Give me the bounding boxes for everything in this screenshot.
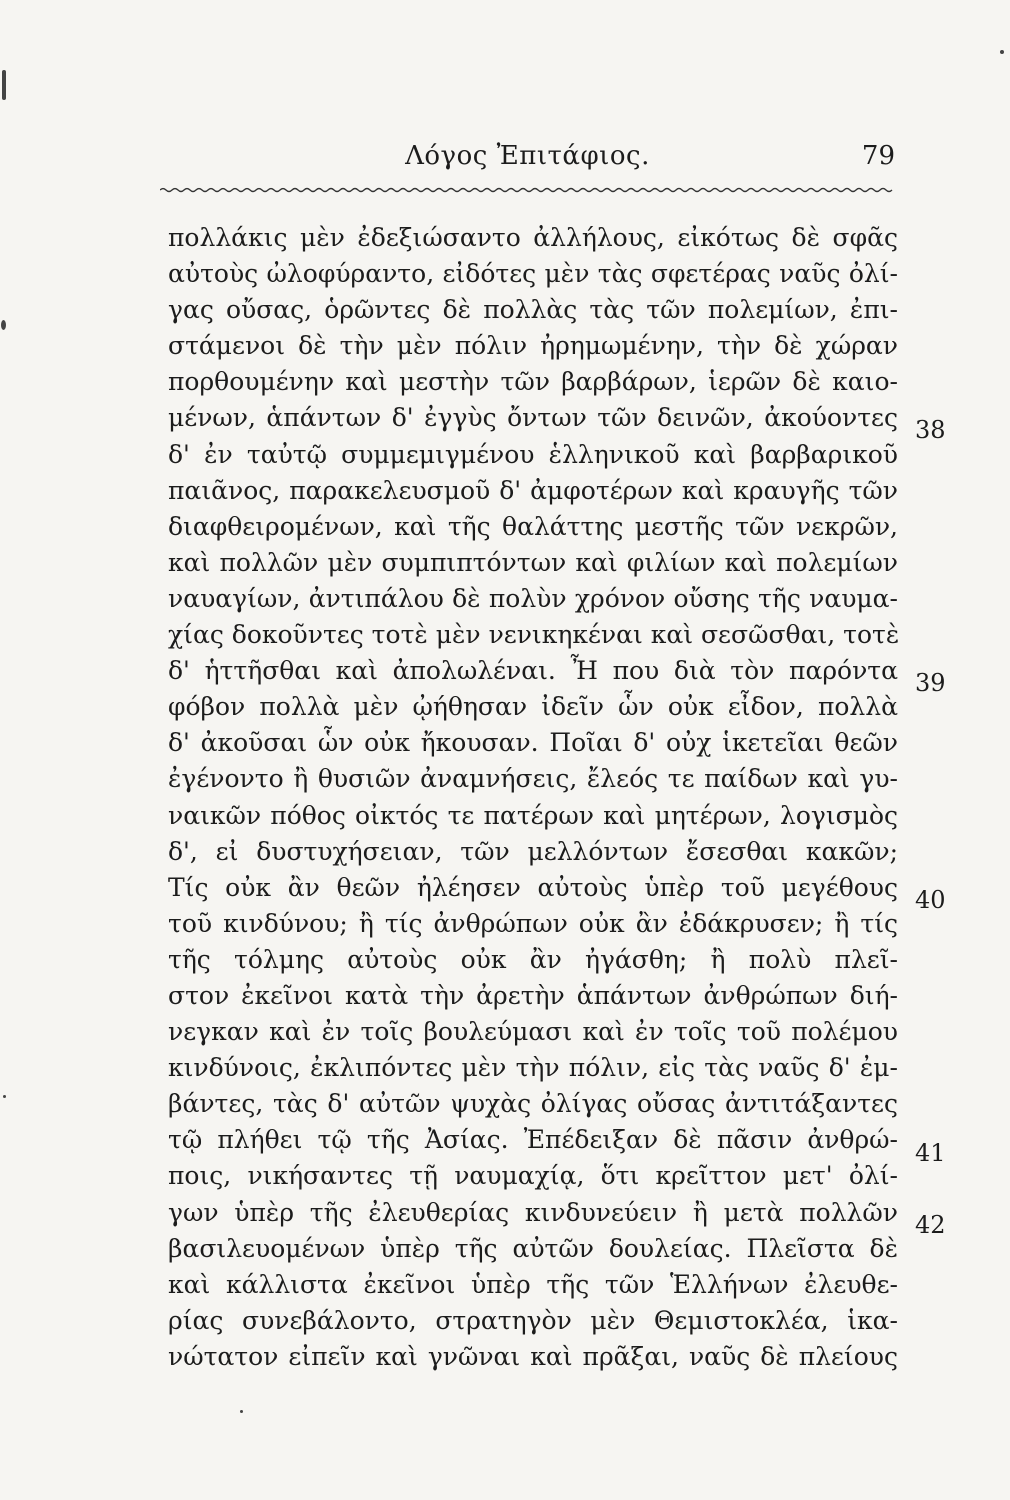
text-line: τοῦ κινδύνου; ἢ τίς ἀνθρώπων οὐκ ἂν ἐδάκρυσεν; ἢ τίς xyxy=(168,908,898,938)
scan-mark xyxy=(3,1095,6,1098)
text-line: παιᾶνος, παρακελευσμοῦ δ' ἀμφοτέρων καὶ κραυγῆς τῶν xyxy=(168,475,898,505)
text-line: διαφθειρομένων, καὶ τῆς θαλάττης μεστῆς τῶν νεκρῶν, xyxy=(168,511,898,541)
text-line: ναικῶν πόθος οἰκτός τε πατέρων καὶ μητέρων, λογισμὸς xyxy=(168,800,898,830)
text-line: γας οὔσας, ὁρῶντες δὲ πολλὰς τὰς τῶν πολεμίων, ἐπι- xyxy=(168,295,898,325)
text-line: Τίς οὐκ ἂν θεῶν ἠλέησεν αὐτοὺς ὑπὲρ τοῦ μεγέθους xyxy=(168,872,898,902)
ornamental-rule xyxy=(160,186,895,194)
scan-mark xyxy=(1,320,6,330)
text-line: πολλάκις μὲν ἐδεξιώσαντο ἀλλήλους, εἰκότως δὲ σφᾶς xyxy=(168,223,898,252)
scan-mark xyxy=(240,1410,243,1413)
text-line: κινδύνοις, ἐκλιπόντες μὲν τὴν πόλιν, εἰς τὰς ναῦς δ' ἐμ- xyxy=(168,1053,898,1083)
section-number: 42 xyxy=(915,1211,946,1239)
text-line: καὶ κάλλιστα ἐκεῖνοι ὑπὲρ τῆς τῶν Ἑλλήνων ἐλευθε- xyxy=(168,1269,898,1299)
text-line: βάντες, τὰς δ' αὐτῶν ψυχὰς ὀλίγας οὔσας ἀντιτάξαντες xyxy=(168,1089,898,1119)
text-line: δ' ἀκοῦσαι ὧν οὐκ ἤκουσαν. Ποῖαι δ' οὐχ ἱκετεῖαι θεῶν xyxy=(168,728,898,758)
running-title: Λόγος Ἐπιτάφιος. xyxy=(405,141,650,171)
text-line: πορθουμένην καὶ μεστὴν τῶν βαρβάρων, ἱερῶν δὲ καιο- xyxy=(168,367,898,397)
text-line: στον ἐκεῖνοι κατὰ τὴν ἀρετὴν ἁπάντων ἀνθρώπων διή- xyxy=(168,980,898,1010)
text-line: ποις, νικήσαντες τῇ ναυμαχίᾳ, ὅτι κρεῖττον μετ' ὀλί- xyxy=(168,1161,898,1191)
text-line: χίας δοκοῦντες τοτὲ μὲν νενικηκέναι καὶ σεσῶσθαι, τοτὲ xyxy=(168,620,900,650)
text-line: γων ὑπὲρ τῆς ἐλευθερίας κινδυνεύειν ἢ μετὰ πολλῶν xyxy=(168,1197,898,1227)
text-line: νεγκαν καὶ ἐν τοῖς βουλεύμασι καὶ ἐν τοῖς τοῦ πολέμου xyxy=(168,1017,898,1047)
text-line: μένων, ἁπάντων δ' ἐγγὺς ὄντων τῶν δεινῶν, ἀκούοντες xyxy=(168,403,898,433)
text-line: νώτατον εἰπεῖν καὶ γνῶναι καὶ πρᾶξαι, ναῦς δὲ πλείους xyxy=(168,1341,898,1371)
text-line: δ' ἡττῆσθαι καὶ ἀπολωλέναι. Ἦ που διὰ τὸν παρόντα xyxy=(168,656,898,686)
page-number: 79 xyxy=(861,141,895,171)
text-line: δ', εἰ δυστυχήσειαν, τῶν μελλόντων ἔσεσθαι κακῶν; xyxy=(168,836,898,866)
page-header xyxy=(160,141,895,181)
text-line: ναυαγίων, ἀντιπάλου δὲ πολὺν χρόνον οὔσης τῆς ναυμα- xyxy=(168,583,898,613)
text-line: δ' ἐν ταὐτῷ συμμεμιγμένου ἑλληνικοῦ καὶ βαρβαρικοῦ xyxy=(168,439,898,469)
scan-mark xyxy=(1000,50,1004,54)
section-number: 41 xyxy=(915,1139,946,1167)
text-line: στάμενοι δὲ τὴν μὲν πόλιν ἠρημωμένην, τὴν δὲ χώραν xyxy=(168,331,898,361)
section-number: 38 xyxy=(915,416,946,444)
text-line: φόβον πολλὰ μὲν ᾠήθησαν ἰδεῖν ὧν οὐκ εἶδον, πολλὰ xyxy=(168,692,898,722)
section-number: 39 xyxy=(915,669,946,697)
text-line: τῆς τόλμης αὐτοὺς οὐκ ἂν ἠγάσθη; ἢ πολὺ πλεῖ- xyxy=(168,944,898,974)
body-text xyxy=(168,220,898,1375)
section-number: 40 xyxy=(915,886,946,914)
text-line: τῷ πλήθει τῷ τῆς Ἀσίας. Ἐπέδειξαν δὲ πᾶσιν ἀνθρώ- xyxy=(168,1125,898,1155)
text-line: ἐγένοντο ἢ θυσιῶν ἀναμνήσεις, ἔλεός τε παίδων καὶ γυ- xyxy=(168,764,898,794)
text-line: αὐτοὺς ὠλοφύραντο, εἰδότες μὲν τὰς σφετέρας ναῦς ὀλί- xyxy=(168,259,898,289)
scan-mark xyxy=(2,70,6,100)
text-line: βασιλευομένων ὑπὲρ τῆς αὐτῶν δουλείας. Πλεῖστα δὲ xyxy=(168,1233,898,1263)
text-line: καὶ πολλῶν μὲν συμπιπτόντων καὶ φιλίων καὶ πολεμίων xyxy=(168,547,898,577)
text-line: ρίας συνεβάλοντο, στρατηγὸν μὲν Θεμιστοκλέα, ἱκα- xyxy=(168,1305,898,1335)
